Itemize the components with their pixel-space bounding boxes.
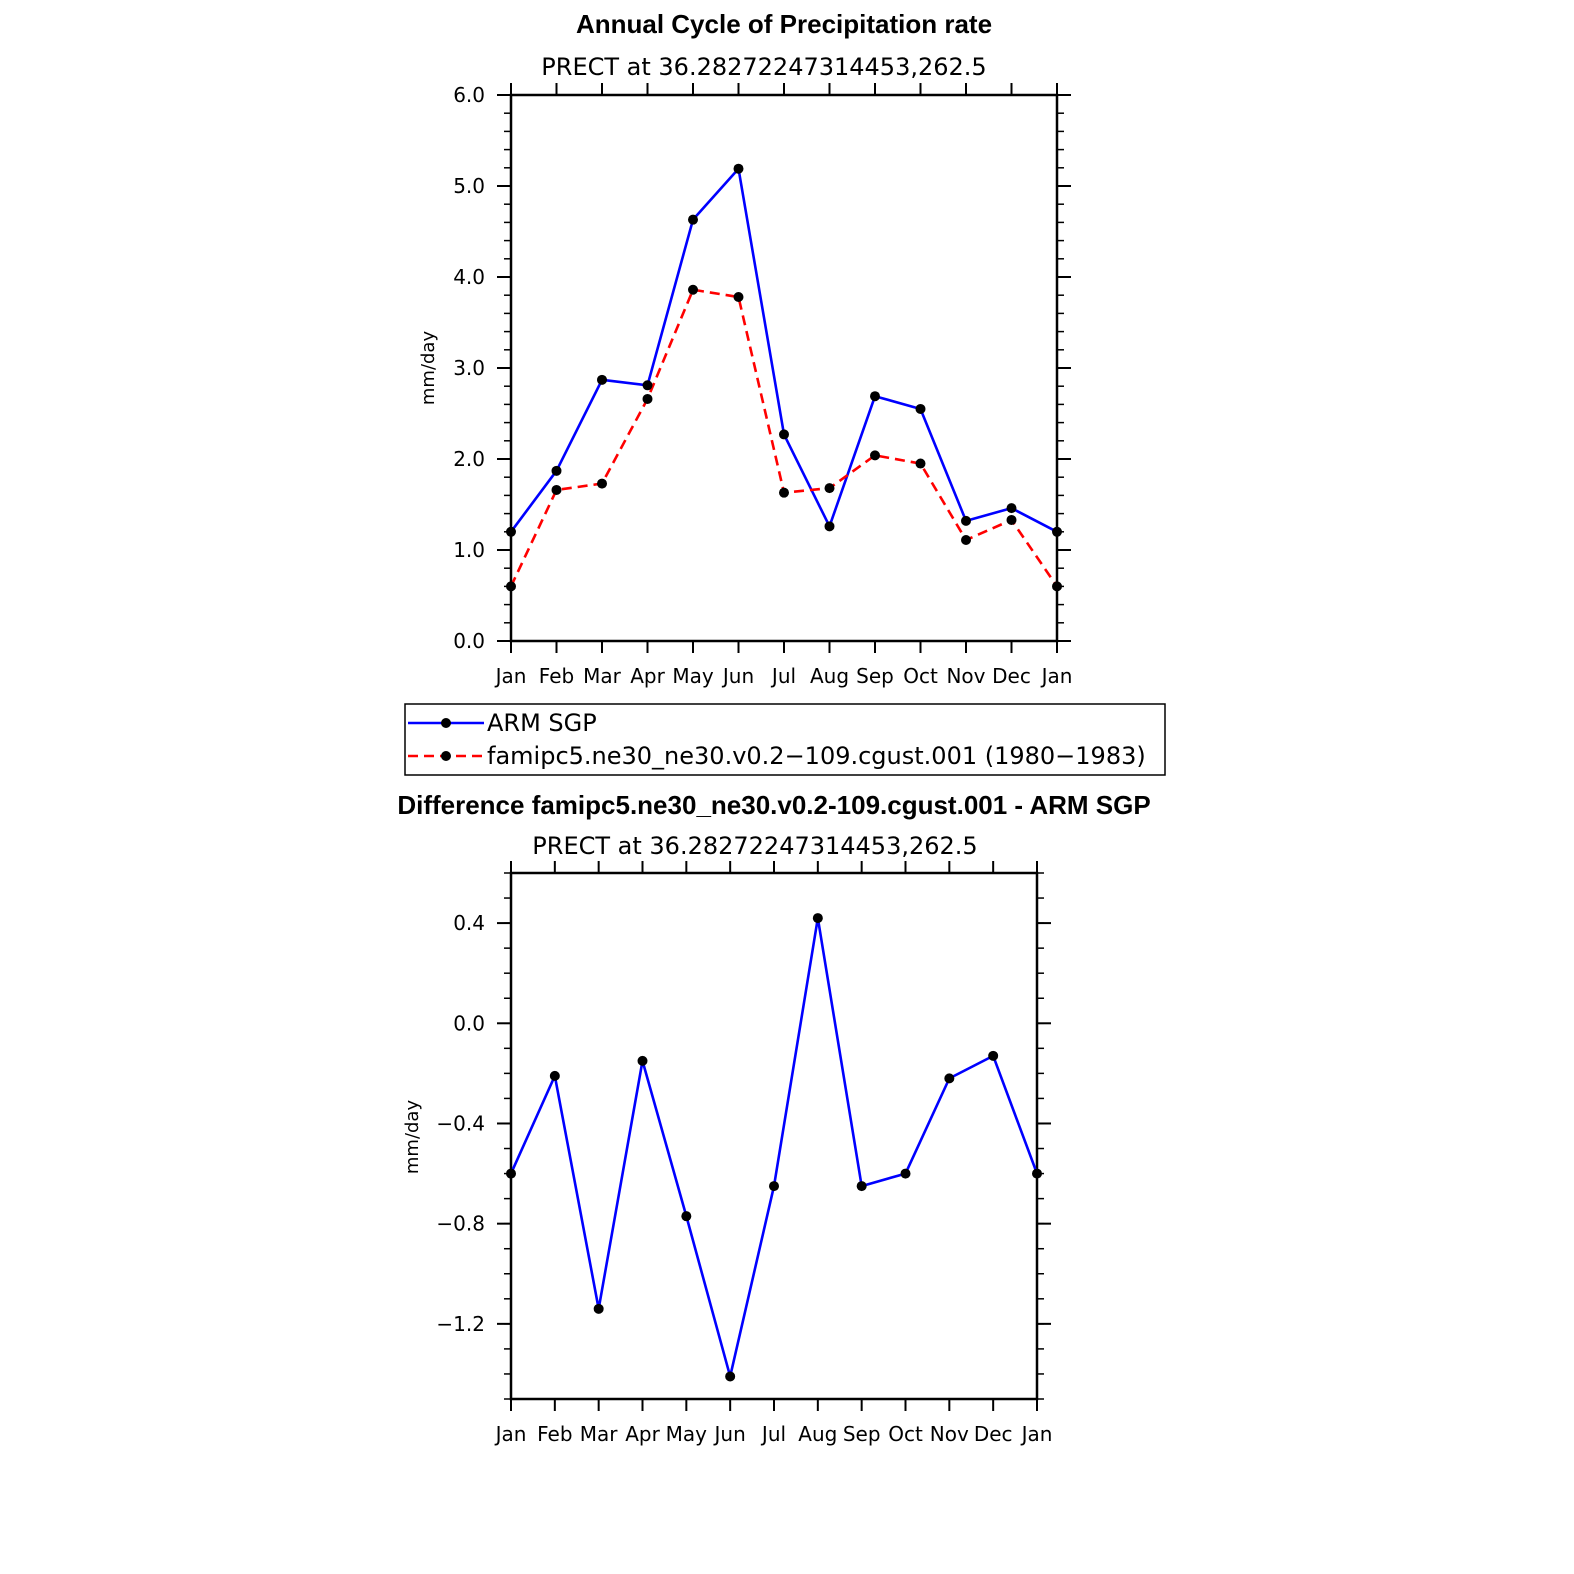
data-point-0 [506, 527, 516, 537]
y-tick-label: 4.0 [453, 265, 485, 289]
data-point-0 [870, 391, 880, 401]
y-tick-label: 3.0 [453, 356, 485, 380]
legend [405, 704, 1165, 775]
x-tick-label: Mar [579, 1422, 618, 1446]
y-tick-label: 0.4 [453, 911, 485, 936]
x-tick-label: Jun [722, 664, 755, 688]
x-tick-label: Sep [856, 664, 894, 688]
data-point-1 [643, 394, 653, 404]
data-point-0 [681, 1211, 691, 1221]
legend-marker-arm-sgp [441, 718, 451, 728]
x-tick-label: Aug [809, 664, 850, 688]
data-point-0 [916, 404, 926, 414]
x-tick-label: Dec [973, 1422, 1013, 1446]
x-tick-label: Jul [771, 664, 797, 688]
series-line-0 [511, 169, 1057, 532]
x-tick-label: May [665, 1422, 708, 1446]
x-tick-label: Feb [538, 664, 575, 688]
tick-labels [453, 83, 1072, 688]
y-tick-label: 2.0 [453, 447, 485, 471]
chart-title: Annual Cycle of Precipitation rate [575, 9, 993, 39]
x-tick-label: Dec [992, 664, 1031, 688]
series-line-0 [511, 918, 1037, 1376]
plot-frame [497, 83, 1071, 653]
x-tick-label: Aug [798, 1422, 838, 1446]
legend-label-arm-sgp: ARM SGP [487, 709, 597, 737]
y-tick-label: −0.4 [436, 1111, 485, 1136]
data-point-0 [769, 1181, 779, 1191]
data-point-1 [779, 488, 789, 498]
x-tick-label: Nov [946, 664, 986, 688]
plot-frame [497, 861, 1051, 1411]
data-point-1 [961, 535, 971, 545]
data-point-0 [638, 1056, 648, 1066]
data-point-0 [688, 215, 698, 225]
y-tick-label: 0.0 [453, 629, 485, 653]
data-point-1 [552, 485, 562, 495]
difference-panel [397, 790, 1150, 1446]
tick-labels [436, 911, 1052, 1446]
data-point-0 [1032, 1169, 1042, 1179]
data-point-0 [594, 1304, 604, 1314]
x-tick-label: Apr [625, 1422, 660, 1446]
x-tick-label: May [672, 664, 714, 688]
data-point-1 [506, 581, 516, 591]
data-point-0 [1052, 527, 1062, 537]
data-point-0 [506, 1169, 516, 1179]
data-point-0 [643, 380, 653, 390]
data-point-0 [779, 429, 789, 439]
chart-subtitle: PRECT at 36.28272247314453,262.5 [541, 53, 987, 81]
series-group [506, 913, 1042, 1381]
data-point-1 [825, 483, 835, 493]
x-tick-label: Oct [888, 1422, 923, 1446]
x-tick-label: Oct [903, 664, 938, 688]
annual-cycle-panel [418, 9, 1072, 688]
y-tick-label: 6.0 [453, 83, 485, 107]
x-tick-label: Jan [495, 1422, 527, 1446]
data-point-0 [550, 1071, 560, 1081]
y-tick-label: −1.2 [436, 1311, 485, 1336]
x-tick-label: Jan [495, 664, 527, 688]
data-point-0 [1007, 503, 1017, 513]
data-point-1 [1007, 515, 1017, 525]
plot-border [511, 873, 1037, 1399]
data-point-1 [870, 450, 880, 460]
y-tick-label: −0.8 [436, 1211, 485, 1236]
data-point-1 [688, 285, 698, 295]
x-tick-label: Mar [583, 664, 621, 688]
x-tick-label: Nov [929, 1422, 969, 1446]
data-point-1 [734, 292, 744, 302]
y-tick-label: 0.0 [453, 1011, 485, 1036]
data-point-0 [825, 521, 835, 531]
chart-subtitle: PRECT at 36.28272247314453,262.5 [532, 832, 978, 860]
data-point-1 [916, 459, 926, 469]
data-point-0 [734, 164, 744, 174]
x-tick-label: Sep [842, 1422, 881, 1446]
y-tick-label: 5.0 [453, 174, 485, 198]
x-tick-label: Feb [537, 1422, 573, 1446]
y-axis-label: mm/day [402, 1099, 423, 1175]
x-tick-label: Apr [630, 664, 665, 688]
data-point-0 [597, 375, 607, 385]
data-point-0 [857, 1181, 867, 1191]
chart-title: Difference famipc5.ne30_ne30.v0.2-109.cgust.001 - ARM SGP [397, 790, 1151, 820]
data-point-0 [725, 1371, 735, 1381]
data-point-0 [944, 1073, 954, 1083]
data-point-1 [597, 479, 607, 489]
legend-label-model: famipc5.ne30_ne30.v0.2−109.cgust.001 (1980−1983) [487, 742, 1146, 770]
data-point-1 [1052, 581, 1062, 591]
data-point-0 [961, 516, 971, 526]
x-tick-label: Jul [761, 1422, 787, 1446]
data-point-0 [552, 466, 562, 476]
y-axis-label: mm/day [418, 330, 439, 406]
data-point-0 [988, 1051, 998, 1061]
x-tick-label: Jan [1021, 1422, 1053, 1446]
data-point-0 [813, 913, 823, 923]
y-tick-label: 1.0 [453, 538, 485, 562]
plot-border [511, 95, 1057, 641]
series-group [506, 164, 1062, 592]
x-tick-label: Jun [714, 1422, 746, 1446]
data-point-0 [901, 1169, 911, 1179]
legend-marker-model [441, 751, 451, 761]
x-tick-label: Jan [1041, 664, 1073, 688]
